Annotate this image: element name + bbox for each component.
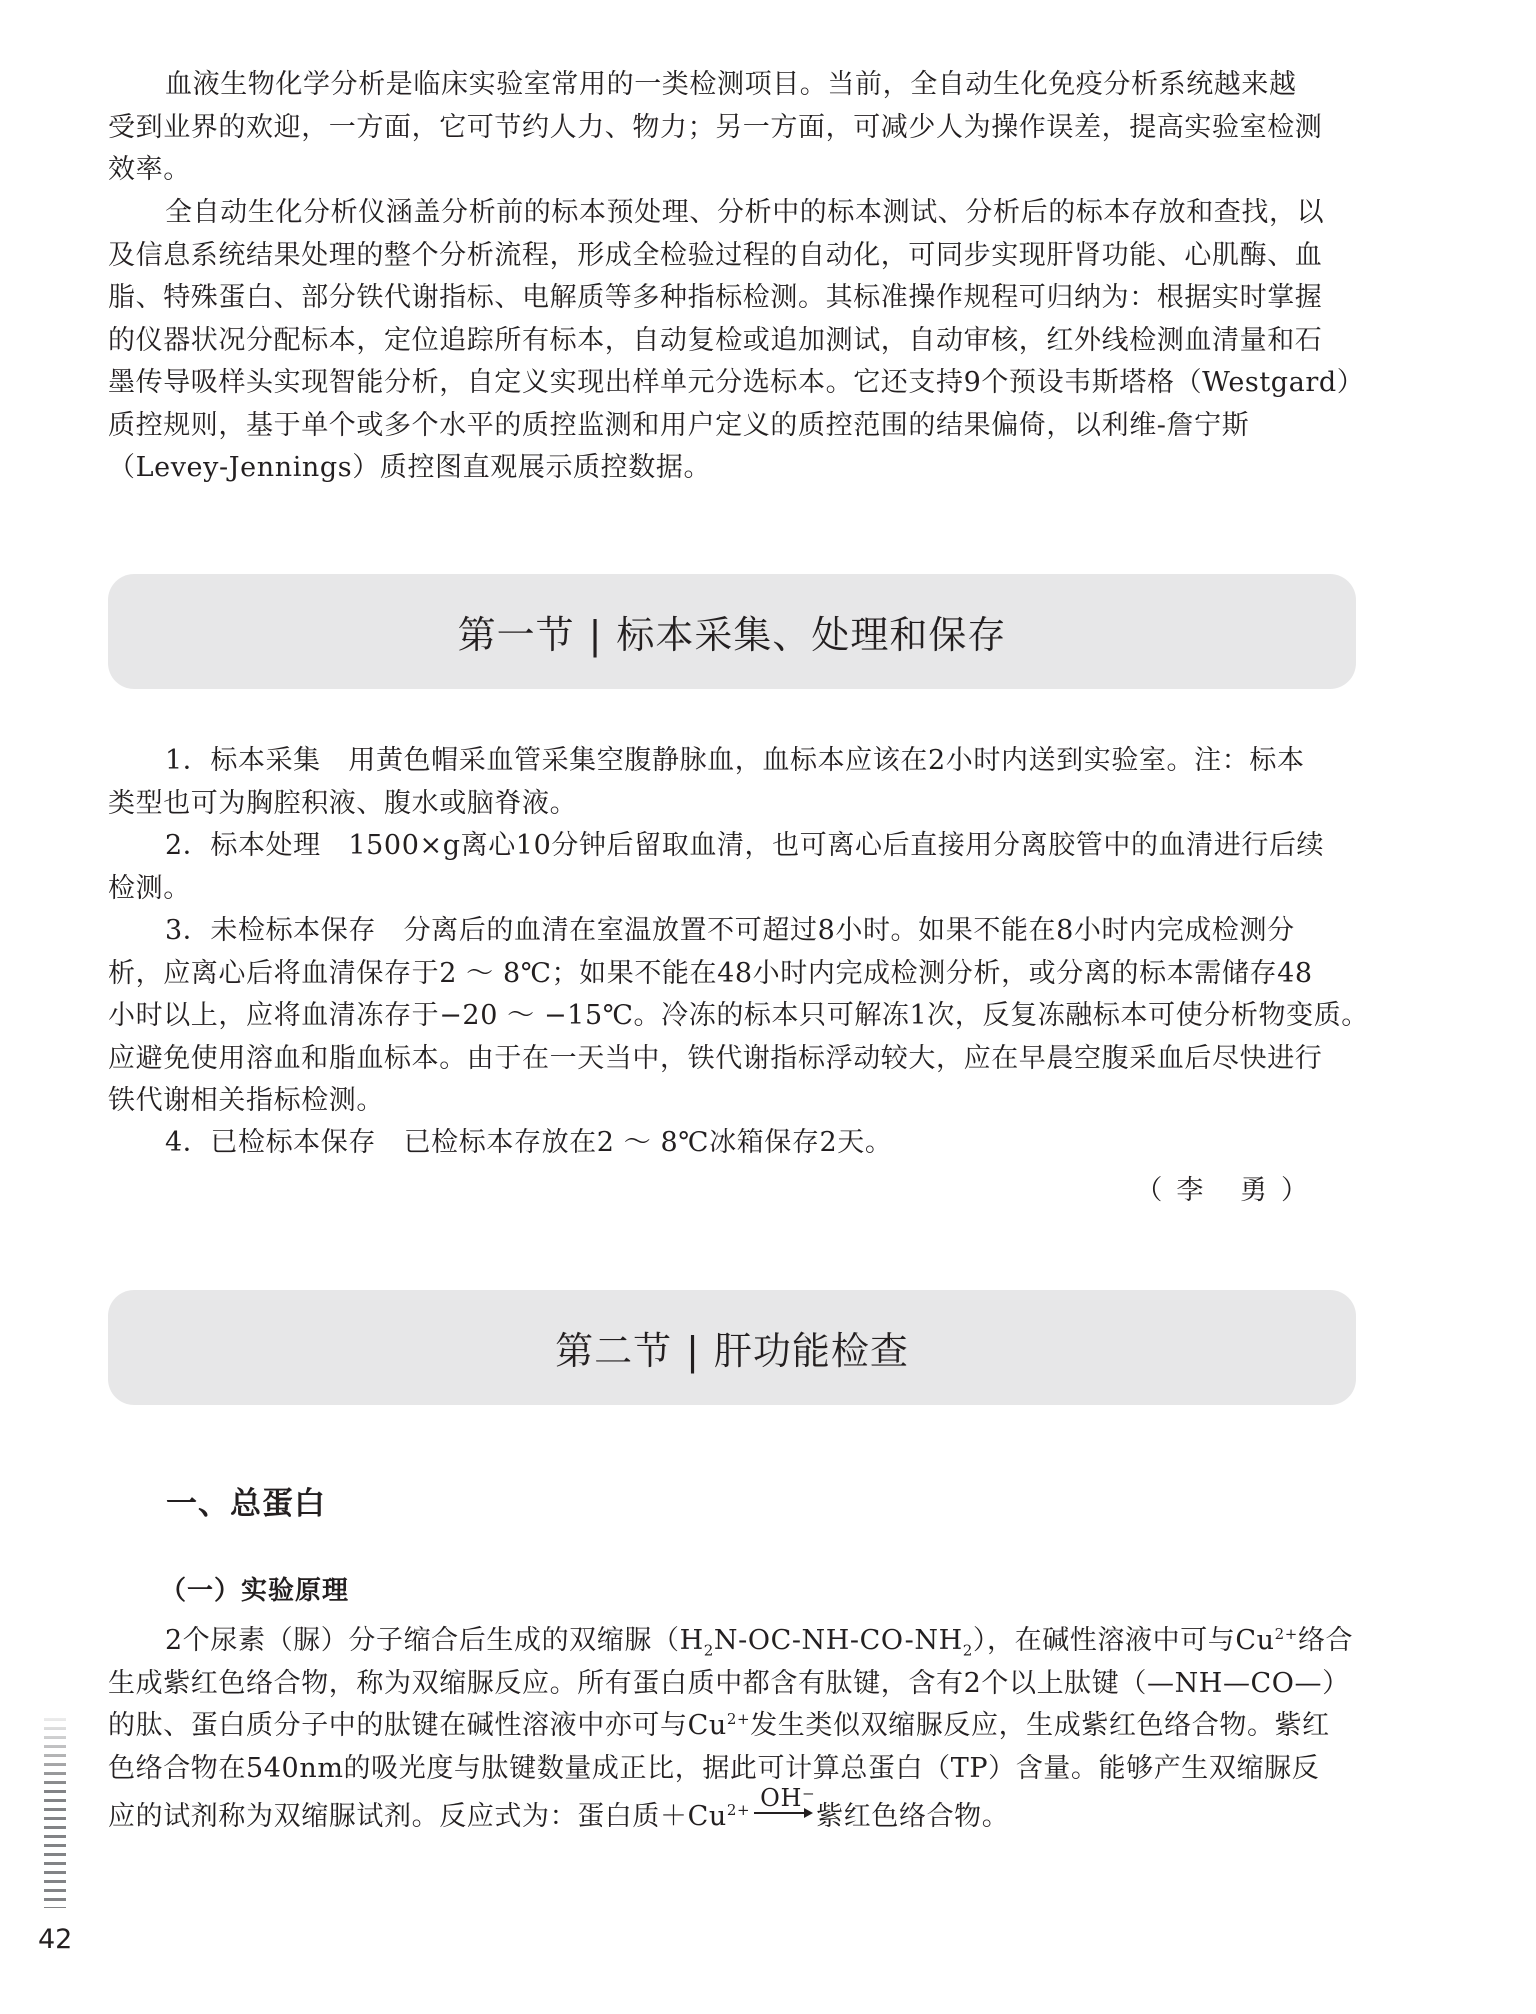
intro-paragraph-2 bbox=[108, 192, 1365, 490]
section-1-title bbox=[458, 604, 1007, 659]
text-run: N-OC-NH-CO-NH bbox=[713, 1625, 963, 1656]
section-1-item-1 bbox=[108, 740, 1356, 825]
text-line: 小时以上，应将血清冻存于−20 ～ −15℃。冷冻的标本只可解冻1次，反复冻融标本可使分析物变质。 bbox=[108, 1000, 1369, 1031]
superscript: 2+ bbox=[726, 1801, 751, 1819]
reaction-arrow-icon bbox=[752, 1784, 816, 1829]
section-1-item-4 bbox=[108, 1122, 1356, 1165]
text-run: 紫红色络合物。 bbox=[816, 1801, 1010, 1832]
subscript: 2 bbox=[962, 1641, 973, 1660]
subscript: 2 bbox=[703, 1641, 714, 1660]
superscript: 2+ bbox=[726, 1710, 751, 1728]
text-line: 铁代谢相关指标检测。 bbox=[108, 1085, 384, 1116]
text-line: 1．标本采集 用黄色帽采血管采集空腹静脉血，血标本应该在2小时内送到实验室。注：标本 bbox=[165, 745, 1305, 776]
text-run: 的肽、蛋白质分子中的肽键在碱性溶液中亦可与Cu bbox=[108, 1710, 727, 1741]
section-1-item-3 bbox=[108, 910, 1369, 1123]
heading-total-protein: 一、总蛋白 bbox=[166, 1486, 326, 1522]
text-line: 3．未检标本保存 分离后的血清在室温放置不可超过8小时。如果不能在8小时内完成检测分 bbox=[165, 915, 1295, 946]
text-line: 质控规则，基于单个或多个水平的质控监测和用户定义的质控范围的结果偏倚，以利维-詹宁斯 bbox=[108, 409, 1250, 441]
text-line: 受到业界的欢迎，一方面，它可节约人力、物力；另一方面，可减少人为操作误差，提高实验室检测 bbox=[108, 111, 1323, 143]
text-line bbox=[108, 1705, 1356, 1748]
text-line: 血液生物化学分析是临床实验室常用的一类检测项目。当前，全自动生化免疫分析系统越来越 bbox=[165, 69, 1297, 100]
text-line: 2．标本处理 1500×g离心10分钟后留取血清，也可离心后直接用分离胶管中的血清进行后续 bbox=[165, 830, 1325, 861]
text-line: 类型也可为胸腔积液、腹水或脑脊液。 bbox=[108, 787, 578, 819]
section-1-header bbox=[108, 574, 1356, 689]
section-2-number: 第二节 bbox=[555, 1329, 673, 1373]
decoration-fade bbox=[44, 1718, 66, 1788]
text-line: 及信息系统结果处理的整个分析流程，形成全检验过程的自动化，可同步实现肝肾功能、心肌酶、血 bbox=[108, 239, 1323, 271]
section-1-item-2 bbox=[108, 825, 1356, 910]
text-line: 4．已检标本保存 已检标本存放在2 ～ 8℃冰箱保存2天。 bbox=[165, 1127, 893, 1158]
heading-principle: （一）实验原理 bbox=[160, 1576, 350, 1606]
author-credit: （李 勇） bbox=[1135, 1175, 1322, 1206]
section-2-header bbox=[108, 1290, 1356, 1405]
text-run: 发生类似双缩脲反应，生成紫红色络合物。紫红 bbox=[750, 1710, 1330, 1741]
section-separator: | bbox=[588, 613, 603, 657]
text-line bbox=[108, 1620, 1356, 1663]
text-run: ），在碱性溶液中可与Cu bbox=[972, 1625, 1275, 1656]
text-run: 应的试剂称为双缩脲试剂。反应式为：蛋白质＋Cu bbox=[108, 1801, 727, 1832]
text-line: 色络合物在540nm的吸光度与肽键数量成正比，据此可计算总蛋白（TP）含量。能够产生双缩脲反 bbox=[108, 1752, 1320, 1784]
text-line: 检测。 bbox=[108, 872, 191, 904]
text-line: 应避免使用溶血和脂血标本。由于在一天当中，铁代谢指标浮动较大，应在早晨空腹采血后尽快进行 bbox=[108, 1042, 1323, 1074]
text-run: 络合 bbox=[1297, 1625, 1354, 1656]
text-line: 析，应离心后将血清保存于2 ～ 8℃；如果不能在48小时内完成检测分析，或分离的标本需储存48 bbox=[108, 957, 1313, 989]
text-line: 墨传导吸样头实现智能分析，自定义实现出样单元分选标本。它还支持9个预设韦斯塔格（Westgard） bbox=[108, 367, 1365, 398]
section-2-title bbox=[555, 1320, 909, 1375]
text-line: 脂、特殊蛋白、部分铁代谢指标、电解质等多种指标检测。其标准操作规程可归纳为：根据实时掌握 bbox=[108, 282, 1323, 313]
superscript: 2+ bbox=[1274, 1625, 1298, 1643]
text-line bbox=[108, 1784, 1356, 1839]
text-line: （Levey-Jennings）质控图直观展示质控数据。 bbox=[108, 452, 712, 483]
page-edge-decoration bbox=[44, 1718, 66, 1908]
principle-paragraph bbox=[108, 1620, 1356, 1839]
page-number: 42 bbox=[38, 1924, 73, 1955]
text-line: 的仪器状况分配标本，定位追踪所有标本，自动复检或追加测试，自动审核，红外线检测血清量和石 bbox=[108, 324, 1323, 356]
text-line: 生成紫红色络合物，称为双缩脲反应。所有蛋白质中都含有肽键，含有2个以上肽键（—NH—CO—） bbox=[108, 1667, 1350, 1699]
section-1-number: 第一节 bbox=[457, 613, 575, 657]
section-separator: | bbox=[686, 1329, 700, 1373]
text-line: 效率。 bbox=[108, 154, 191, 185]
intro-paragraph-1 bbox=[108, 64, 1356, 192]
section-2-name: 肝功能检查 bbox=[713, 1329, 909, 1373]
text-run: 2个尿素（脲）分子缩合后生成的双缩脲（H bbox=[165, 1625, 704, 1656]
text-line: 全自动生化分析仪涵盖分析前的标本预处理、分析中的标本测试、分析后的标本存放和查找，以 bbox=[165, 197, 1325, 228]
section-1-name: 标本采集、处理和保存 bbox=[616, 613, 1007, 657]
arrow-label: OH⁻ bbox=[760, 1784, 816, 1812]
